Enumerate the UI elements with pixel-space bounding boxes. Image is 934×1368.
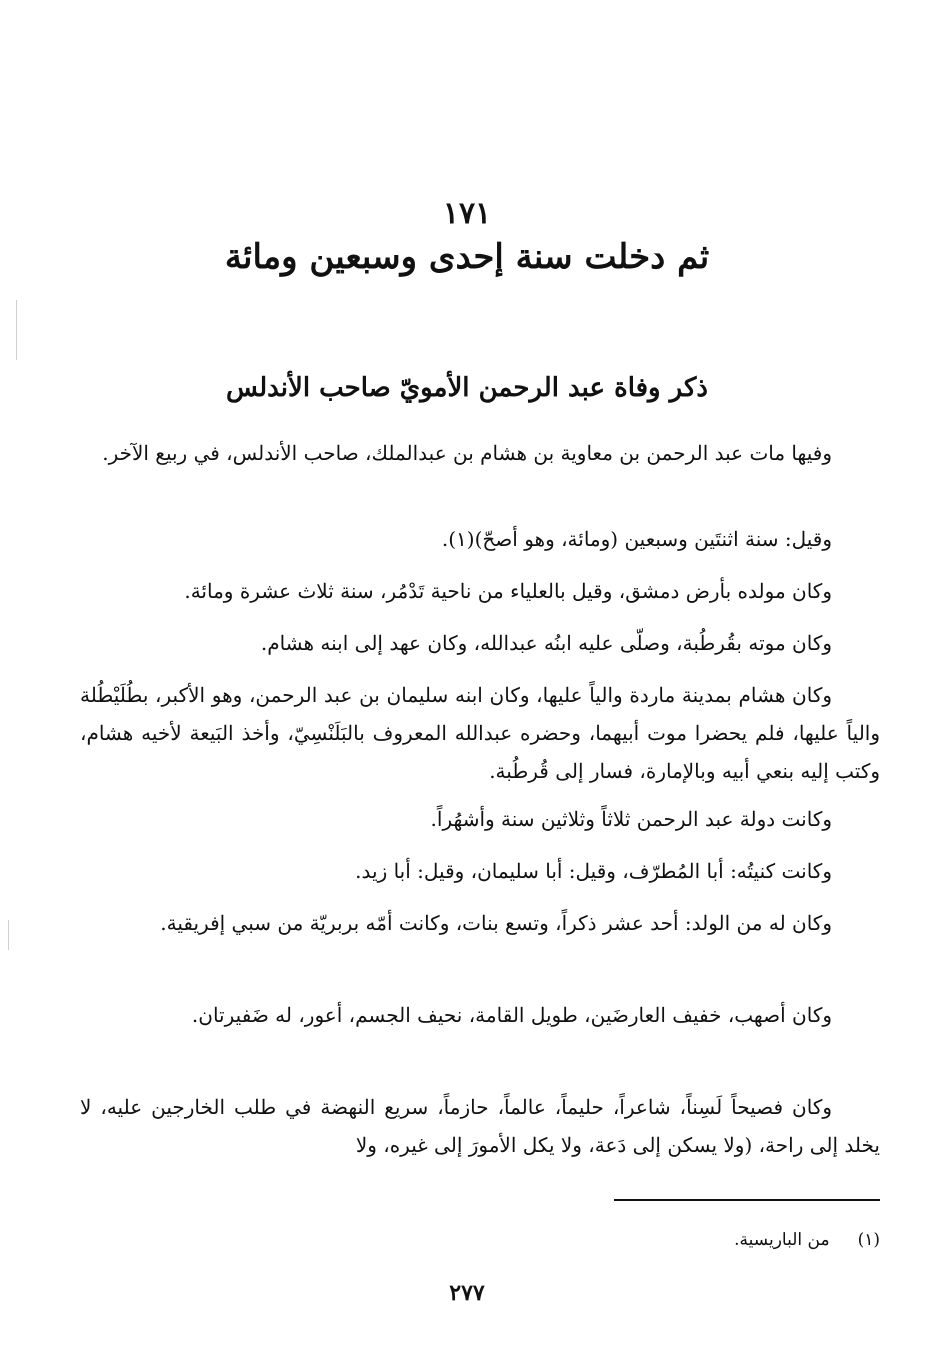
scan-edge-mark-left-lower: [8, 920, 9, 950]
paragraph-9: وكان أصهب، خفيف العارضَين، طويل القامة، نحيف الجسم، أعور، له ضَفيرتان.: [191, 1003, 832, 1027]
paragraph-3: وكان مولده بأرض دمشق، وقيل بالعلياء من ناحية تَدْمُر، سنة ثلاث عشرة ومائة.: [184, 579, 832, 603]
paragraph-4: وكان موته بقُرطُبة، وصلّى عليه ابنُه عبدالله، وكان عهد إلى ابنه هشام.: [260, 631, 832, 655]
footnote: [380, 1226, 880, 1254]
paragraph-7: وكانت كنيتُه: أبا المُطرّف، وقيل: أبا سليمان، وقيل: أبا زيد.: [355, 859, 832, 883]
paragraph-1: وفيها مات عبد الرحمن بن معاوية بن هشام بن عبدالملك، صاحب الأندلس، في ربيع الآخر.: [102, 441, 832, 465]
paragraph-2: وقيل: سنة اثنتَين وسبعين (ومائة، وهو أصحّ)(١).: [441, 527, 832, 551]
chapter-title: ثم دخلت سنة إحدى وسبعين ومائة: [224, 237, 710, 277]
chapter-number: ١٧١: [442, 196, 492, 231]
scan-edge-mark-left: [16, 300, 17, 360]
paragraph-5: وكان هشام بمدينة ماردة والياً عليها، وكان ابنه سليمان بن عبد الرحمن، وهو الأكبر، بطُلَيْطُلة والياً عليها، فلم يحضرا موت أبيهما، وحضره عبدالله المعروف بالبَلَنْسِيّ، وأخذ البَيعة لأخيه هشام، وكتب إليه بنعي أبيه وبالإمارة، فسار إلى قُرطُبة.: [80, 683, 880, 783]
section-heading: ذكر وفاة عبد الرحمن الأمويّ صاحب الأندلس: [226, 373, 708, 403]
footnote-marker: (١): [857, 1230, 880, 1250]
footnote-text: من الباريسية.: [734, 1230, 830, 1250]
footnote-divider: [614, 1199, 880, 1201]
paragraph-6: وكانت دولة عبد الرحمن ثلاثاً وثلاثين سنة وأشهُراً.: [430, 807, 832, 831]
paragraph-8: وكان له من الولد: أحد عشر ذكراً، وتسع بنات، وكانت أمّه بربريّة من سبي إفريقية.: [160, 911, 832, 935]
paragraph-10: وكان فصيحاً لَسِناً، شاعراً، حليماً، عالماً، حازماً، سريع النهضة في طلب الخارجين عليه، لا يخلد إلى راحة، (ولا يسكن إلى دَعة، ولا يكل الأمورَ إلى غيره، ولا: [80, 1095, 880, 1157]
page-number: ٢٧٧: [449, 1280, 485, 1306]
